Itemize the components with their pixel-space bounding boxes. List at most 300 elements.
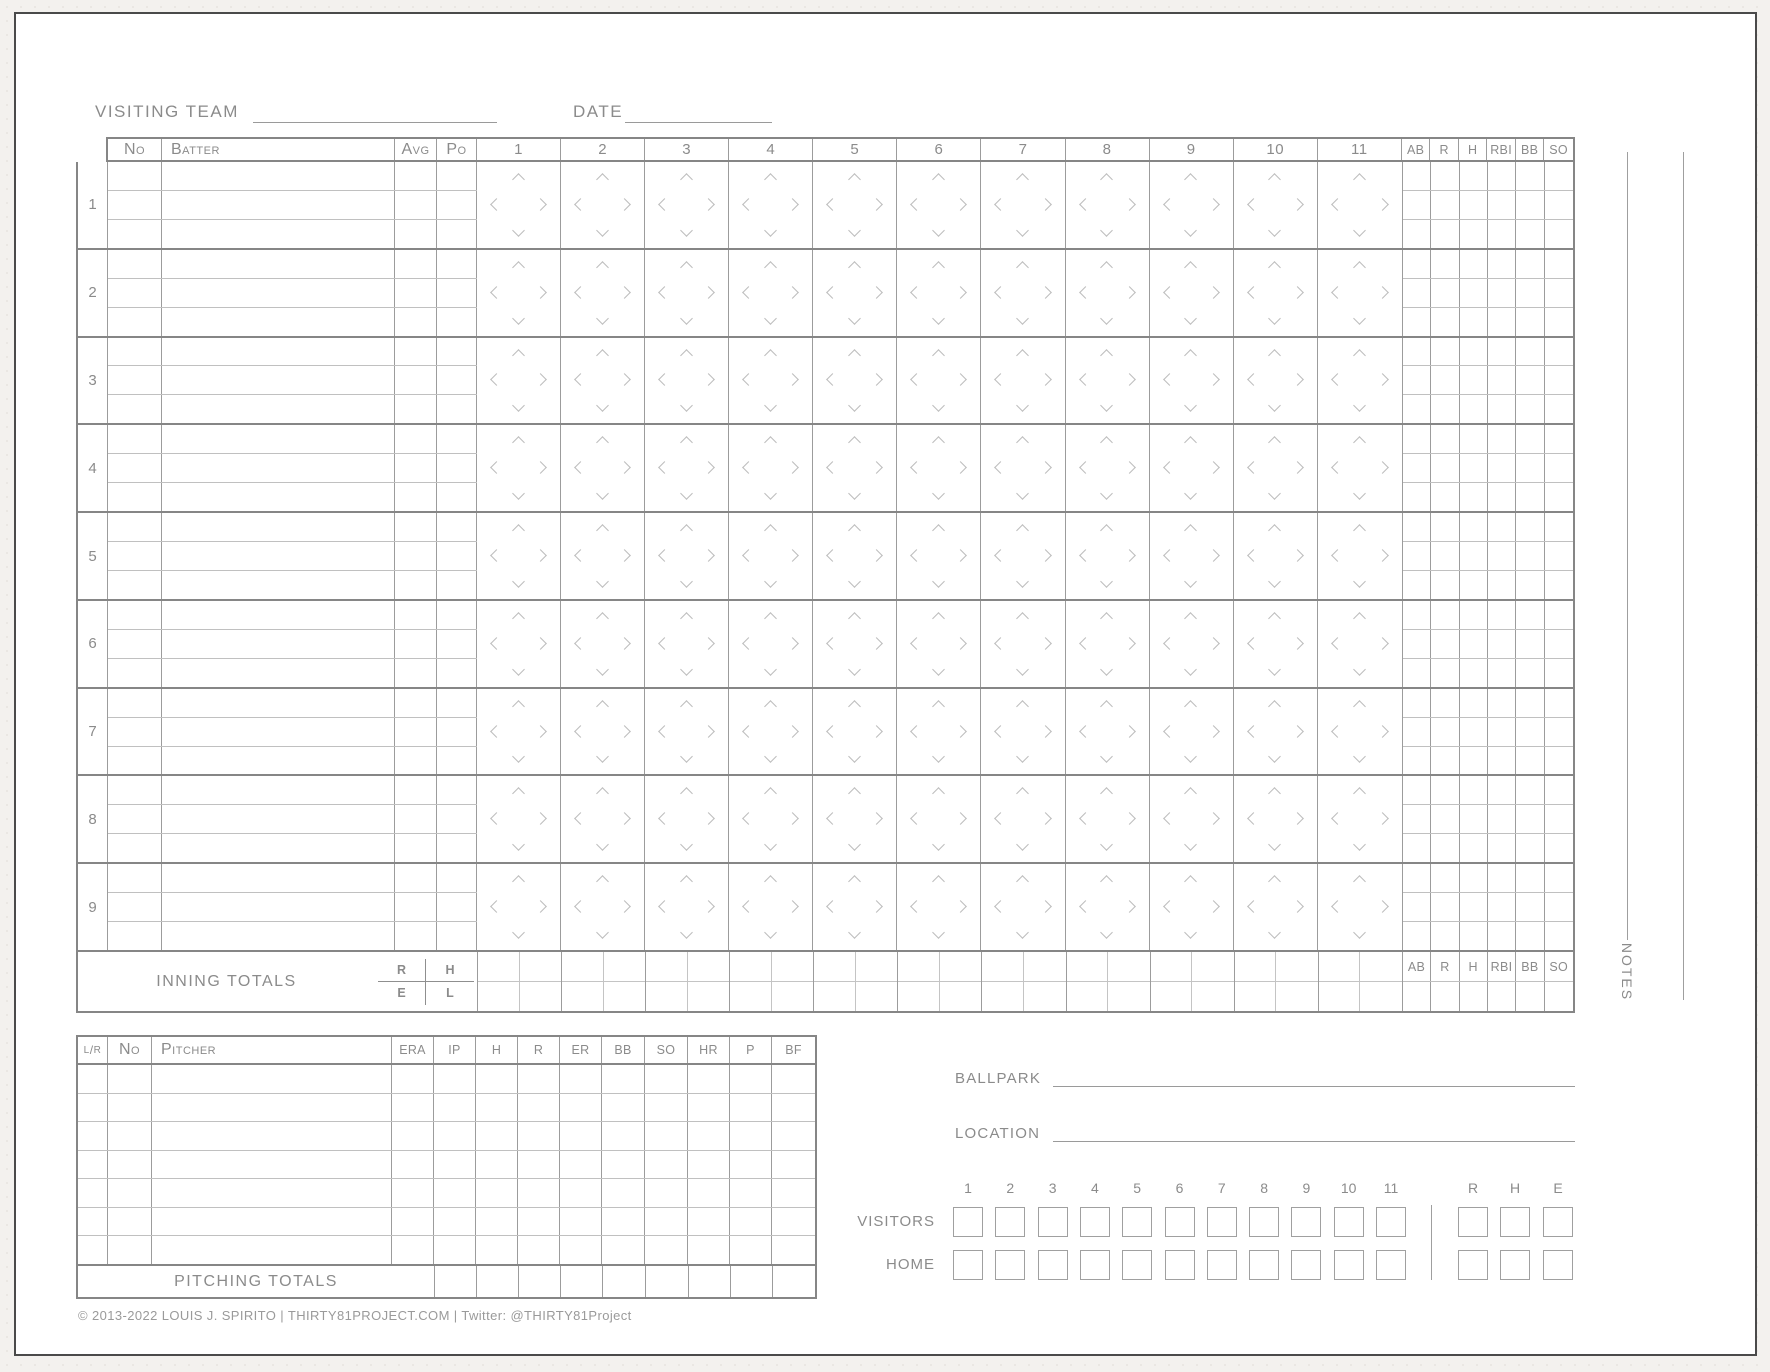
score-box-visitors-inning-2[interactable] xyxy=(995,1207,1025,1237)
pitcher-stat-cell-er[interactable] xyxy=(560,1236,602,1264)
pitcher-stat-cell-so[interactable] xyxy=(645,1208,688,1236)
stat-cell-so[interactable] xyxy=(1545,571,1573,599)
player-number-cell[interactable] xyxy=(108,776,162,804)
scoring-cell-inning-2[interactable] xyxy=(561,864,645,950)
stat-cell-h[interactable] xyxy=(1460,395,1488,423)
player-avg-cell[interactable] xyxy=(395,220,437,248)
scoring-cell-inning-4[interactable] xyxy=(729,689,813,775)
pitcher-stat-cell-h[interactable] xyxy=(476,1236,518,1264)
stat-cell-r[interactable] xyxy=(1431,338,1459,366)
stat-cell-r[interactable] xyxy=(1431,279,1459,307)
stat-cell-rbi[interactable] xyxy=(1488,922,1516,950)
scoring-cell-inning-11[interactable] xyxy=(1318,776,1402,862)
player-number-cell[interactable] xyxy=(108,864,162,892)
player-number-cell[interactable] xyxy=(108,250,162,278)
pitching-total-cell-hr[interactable] xyxy=(688,1266,730,1297)
pitcher-stat-cell-h[interactable] xyxy=(476,1122,518,1150)
inning-total-quad-cell[interactable] xyxy=(1067,952,1109,982)
stat-cell-h[interactable] xyxy=(1460,191,1488,219)
inning-total-quad-cell[interactable] xyxy=(730,982,772,1012)
player-name-cell[interactable] xyxy=(162,689,395,717)
inning-total-quad-cell[interactable] xyxy=(562,982,604,1012)
inning-total-quad-cell[interactable] xyxy=(772,952,814,982)
pitcher-stat-cell-so[interactable] xyxy=(645,1179,688,1207)
stat-cell-h[interactable] xyxy=(1460,776,1488,804)
player-avg-cell[interactable] xyxy=(395,338,437,366)
pitcher-stat-cell-bb[interactable] xyxy=(602,1094,645,1122)
scoring-cell-inning-9[interactable] xyxy=(1150,250,1234,336)
scoring-cell-inning-10[interactable] xyxy=(1234,776,1318,862)
stat-cell-so[interactable] xyxy=(1545,805,1573,833)
stat-cell-ab[interactable] xyxy=(1403,366,1431,394)
score-box-visitors-inning-3[interactable] xyxy=(1038,1207,1068,1237)
player-name-cell[interactable] xyxy=(162,630,395,658)
pitcher-stat-cell-bb[interactable] xyxy=(602,1236,645,1264)
player-name-cell[interactable] xyxy=(162,718,395,746)
stat-cell-rbi[interactable] xyxy=(1488,718,1516,746)
score-box-visitors-r[interactable] xyxy=(1458,1207,1488,1237)
stat-cell-ab[interactable] xyxy=(1403,893,1431,921)
pitcher-stat-cell-ip[interactable] xyxy=(434,1094,476,1122)
stat-cell-rbi[interactable] xyxy=(1488,571,1516,599)
pitcher-stat-cell-ip[interactable] xyxy=(434,1151,476,1179)
stat-cell-ab[interactable] xyxy=(1403,834,1431,862)
stat-cell-rbi[interactable] xyxy=(1488,805,1516,833)
player-avg-cell[interactable] xyxy=(395,250,437,278)
player-number-cell[interactable] xyxy=(108,513,162,541)
scoring-cell-inning-5[interactable] xyxy=(813,689,897,775)
player-avg-cell[interactable] xyxy=(395,279,437,307)
scoring-cell-inning-9[interactable] xyxy=(1150,513,1234,599)
player-avg-cell[interactable] xyxy=(395,191,437,219)
player-number-cell[interactable] xyxy=(108,483,162,511)
inning-total-quad-cell[interactable] xyxy=(1235,982,1277,1012)
stat-cell-bb[interactable] xyxy=(1516,279,1544,307)
player-number-cell[interactable] xyxy=(108,366,162,394)
player-avg-cell[interactable] xyxy=(395,308,437,336)
pitcher-lr-cell[interactable] xyxy=(78,1236,108,1264)
player-number-cell[interactable] xyxy=(108,308,162,336)
inning-total-quad-cell[interactable] xyxy=(1319,982,1361,1012)
scoring-cell-inning-10[interactable] xyxy=(1234,601,1318,687)
stat-cell-h[interactable] xyxy=(1460,250,1488,278)
player-po-cell[interactable] xyxy=(437,659,477,687)
pitcher-stat-cell-hr[interactable] xyxy=(688,1236,730,1264)
stat-cell-r[interactable] xyxy=(1431,805,1459,833)
scoring-cell-inning-10[interactable] xyxy=(1234,250,1318,336)
inning-total-quad-cell[interactable] xyxy=(982,952,1024,982)
scoring-cell-inning-9[interactable] xyxy=(1150,864,1234,950)
player-avg-cell[interactable] xyxy=(395,513,437,541)
stat-cell-so[interactable] xyxy=(1545,834,1573,862)
stat-cell-h[interactable] xyxy=(1460,805,1488,833)
player-avg-cell[interactable] xyxy=(395,454,437,482)
inning-total-quad-cell[interactable] xyxy=(1108,952,1150,982)
stat-cell-rbi[interactable] xyxy=(1488,834,1516,862)
scoring-cell-inning-8[interactable] xyxy=(1066,776,1150,862)
pitcher-stat-cell-bb[interactable] xyxy=(602,1151,645,1179)
ballpark-blank-line[interactable] xyxy=(1053,1086,1575,1087)
scoring-cell-inning-6[interactable] xyxy=(897,425,981,511)
pitcher-stat-cell-era[interactable] xyxy=(392,1179,434,1207)
pitcher-stat-cell-p[interactable] xyxy=(730,1151,772,1179)
pitching-total-cell-h[interactable] xyxy=(476,1266,518,1297)
score-box-home-e[interactable] xyxy=(1543,1250,1573,1280)
player-name-cell[interactable] xyxy=(162,425,395,453)
player-po-cell[interactable] xyxy=(437,893,477,921)
score-box-home-inning-7[interactable] xyxy=(1207,1250,1237,1280)
stat-cell-r[interactable] xyxy=(1431,659,1459,687)
stat-cell-bb[interactable] xyxy=(1516,805,1544,833)
scoring-cell-inning-1[interactable] xyxy=(477,425,561,511)
stat-cell-rbi[interactable] xyxy=(1488,864,1516,892)
scoring-cell-inning-6[interactable] xyxy=(897,601,981,687)
scoring-cell-inning-2[interactable] xyxy=(561,250,645,336)
stat-cell-rbi[interactable] xyxy=(1488,483,1516,511)
score-box-home-inning-3[interactable] xyxy=(1038,1250,1068,1280)
scoring-cell-inning-3[interactable] xyxy=(645,689,729,775)
player-name-cell[interactable] xyxy=(162,338,395,366)
player-po-cell[interactable] xyxy=(437,366,477,394)
pitcher-lr-cell[interactable] xyxy=(78,1179,108,1207)
stat-cell-bb[interactable] xyxy=(1516,191,1544,219)
scoring-cell-inning-9[interactable] xyxy=(1150,425,1234,511)
scoring-cell-inning-6[interactable] xyxy=(897,689,981,775)
scoring-cell-inning-3[interactable] xyxy=(645,425,729,511)
stat-cell-h[interactable] xyxy=(1460,308,1488,336)
player-po-cell[interactable] xyxy=(437,250,477,278)
scoring-cell-inning-4[interactable] xyxy=(729,864,813,950)
player-avg-cell[interactable] xyxy=(395,659,437,687)
pitcher-stat-cell-so[interactable] xyxy=(645,1122,688,1150)
pitcher-stat-cell-so[interactable] xyxy=(645,1094,688,1122)
scoring-cell-inning-8[interactable] xyxy=(1066,162,1150,248)
stat-cell-bb[interactable] xyxy=(1516,542,1544,570)
pitcher-number-cell[interactable] xyxy=(108,1122,152,1150)
stat-cell-ab[interactable] xyxy=(1403,718,1431,746)
stat-cell-ab[interactable] xyxy=(1403,601,1431,629)
inning-total-quad-cell[interactable] xyxy=(1276,952,1318,982)
scoring-cell-inning-8[interactable] xyxy=(1066,513,1150,599)
stat-cell-rbi[interactable] xyxy=(1488,308,1516,336)
stat-cell-ab[interactable] xyxy=(1403,162,1431,190)
stat-cell-ab[interactable] xyxy=(1403,425,1431,453)
notes-rule-right[interactable] xyxy=(1683,152,1684,1000)
stat-cell-r[interactable] xyxy=(1431,425,1459,453)
pitcher-lr-cell[interactable] xyxy=(78,1065,108,1093)
stat-cell-bb[interactable] xyxy=(1516,630,1544,658)
stat-cell-r[interactable] xyxy=(1431,542,1459,570)
stat-cell-r[interactable] xyxy=(1431,162,1459,190)
pitcher-stat-cell-era[interactable] xyxy=(392,1151,434,1179)
inning-total-quad-cell[interactable] xyxy=(940,952,982,982)
score-box-home-inning-6[interactable] xyxy=(1165,1250,1195,1280)
pitcher-stat-cell-era[interactable] xyxy=(392,1208,434,1236)
inning-total-quad-cell[interactable] xyxy=(982,982,1024,1012)
player-po-cell[interactable] xyxy=(437,454,477,482)
stat-cell-ab[interactable] xyxy=(1403,338,1431,366)
stat-cell-rbi[interactable] xyxy=(1488,395,1516,423)
stat-cell-rbi[interactable] xyxy=(1488,338,1516,366)
location-blank-line[interactable] xyxy=(1053,1141,1575,1142)
score-box-visitors-inning-4[interactable] xyxy=(1080,1207,1110,1237)
inning-total-quad-cell[interactable] xyxy=(604,952,646,982)
stat-cell-h[interactable] xyxy=(1460,718,1488,746)
pitching-total-cell-p[interactable] xyxy=(730,1266,772,1297)
pitching-total-cell-so[interactable] xyxy=(645,1266,688,1297)
pitcher-stat-cell-h[interactable] xyxy=(476,1151,518,1179)
inning-total-quad-cell[interactable] xyxy=(688,982,730,1012)
stat-cell-so[interactable] xyxy=(1545,542,1573,570)
score-box-visitors-inning-7[interactable] xyxy=(1207,1207,1237,1237)
player-name-cell[interactable] xyxy=(162,659,395,687)
inning-total-quad-cell[interactable] xyxy=(856,982,898,1012)
stat-cell-bb[interactable] xyxy=(1516,834,1544,862)
player-name-cell[interactable] xyxy=(162,191,395,219)
player-name-cell[interactable] xyxy=(162,747,395,775)
inning-total-quad-cell[interactable] xyxy=(1360,952,1402,982)
player-avg-cell[interactable] xyxy=(395,834,437,862)
player-number-cell[interactable] xyxy=(108,162,162,190)
stat-cell-h[interactable] xyxy=(1460,513,1488,541)
player-po-cell[interactable] xyxy=(437,425,477,453)
scoring-cell-inning-3[interactable] xyxy=(645,162,729,248)
stat-cell-ab[interactable] xyxy=(1403,747,1431,775)
inning-total-quad-cell[interactable] xyxy=(856,952,898,982)
pitching-total-cell-ip[interactable] xyxy=(434,1266,476,1297)
stat-cell-r[interactable] xyxy=(1431,747,1459,775)
stat-cell-ab[interactable] xyxy=(1403,922,1431,950)
stat-cell-h[interactable] xyxy=(1460,542,1488,570)
inning-total-quad-cell[interactable] xyxy=(520,952,562,982)
stat-cell-bb[interactable] xyxy=(1516,162,1544,190)
stat-cell-bb[interactable] xyxy=(1516,425,1544,453)
scoring-cell-inning-8[interactable] xyxy=(1066,864,1150,950)
pitcher-stat-cell-hr[interactable] xyxy=(688,1122,730,1150)
pitcher-stat-cell-p[interactable] xyxy=(730,1208,772,1236)
stat-cell-bb[interactable] xyxy=(1516,366,1544,394)
inning-total-quad-cell[interactable] xyxy=(1360,982,1402,1012)
stat-cell-r[interactable] xyxy=(1431,630,1459,658)
stat-cell-r[interactable] xyxy=(1431,454,1459,482)
pitcher-stat-cell-er[interactable] xyxy=(560,1151,602,1179)
pitcher-stat-cell-er[interactable] xyxy=(560,1208,602,1236)
stat-cell-r[interactable] xyxy=(1431,483,1459,511)
inning-total-quad-cell[interactable] xyxy=(520,982,562,1012)
player-name-cell[interactable] xyxy=(162,922,395,950)
player-po-cell[interactable] xyxy=(437,776,477,804)
scoring-cell-inning-5[interactable] xyxy=(813,425,897,511)
inning-total-quad-cell[interactable] xyxy=(646,952,688,982)
stat-cell-h[interactable] xyxy=(1460,425,1488,453)
stat-cell-h[interactable] xyxy=(1460,571,1488,599)
stat-cell-bb[interactable] xyxy=(1516,922,1544,950)
inning-total-quad-cell[interactable] xyxy=(646,982,688,1012)
stat-cell-ab[interactable] xyxy=(1403,308,1431,336)
inning-total-quad-cell[interactable] xyxy=(730,952,772,982)
stat-cell-ab[interactable] xyxy=(1403,250,1431,278)
scoring-cell-inning-7[interactable] xyxy=(981,338,1065,424)
score-box-home-r[interactable] xyxy=(1458,1250,1488,1280)
stat-cell-rbi[interactable] xyxy=(1488,659,1516,687)
stat-cell-rbi[interactable] xyxy=(1488,776,1516,804)
scoring-cell-inning-11[interactable] xyxy=(1318,689,1402,775)
stat-cell-h[interactable] xyxy=(1460,279,1488,307)
stat-cell-so[interactable] xyxy=(1545,689,1573,717)
scoring-cell-inning-7[interactable] xyxy=(981,864,1065,950)
stat-total-cell-bb[interactable] xyxy=(1516,982,1544,1011)
pitcher-lr-cell[interactable] xyxy=(78,1094,108,1122)
stat-cell-h[interactable] xyxy=(1460,834,1488,862)
stat-cell-r[interactable] xyxy=(1431,834,1459,862)
scoring-cell-inning-6[interactable] xyxy=(897,776,981,862)
stat-cell-r[interactable] xyxy=(1431,395,1459,423)
pitcher-stat-cell-h[interactable] xyxy=(476,1208,518,1236)
player-po-cell[interactable] xyxy=(437,191,477,219)
stat-cell-so[interactable] xyxy=(1545,220,1573,248)
inning-total-quad-cell[interactable] xyxy=(898,952,940,982)
player-po-cell[interactable] xyxy=(437,542,477,570)
player-avg-cell[interactable] xyxy=(395,689,437,717)
pitcher-stat-cell-era[interactable] xyxy=(392,1065,434,1093)
scoring-cell-inning-6[interactable] xyxy=(897,513,981,599)
stat-cell-so[interactable] xyxy=(1545,776,1573,804)
stat-cell-ab[interactable] xyxy=(1403,220,1431,248)
player-name-cell[interactable] xyxy=(162,279,395,307)
scoring-cell-inning-9[interactable] xyxy=(1150,776,1234,862)
player-number-cell[interactable] xyxy=(108,542,162,570)
scoring-cell-inning-8[interactable] xyxy=(1066,250,1150,336)
pitcher-stat-cell-er[interactable] xyxy=(560,1179,602,1207)
player-avg-cell[interactable] xyxy=(395,395,437,423)
stat-cell-bb[interactable] xyxy=(1516,893,1544,921)
stat-cell-so[interactable] xyxy=(1545,864,1573,892)
pitcher-stat-cell-era[interactable] xyxy=(392,1122,434,1150)
player-po-cell[interactable] xyxy=(437,571,477,599)
stat-cell-ab[interactable] xyxy=(1403,659,1431,687)
scoring-cell-inning-9[interactable] xyxy=(1150,162,1234,248)
scoring-cell-inning-9[interactable] xyxy=(1150,338,1234,424)
pitcher-stat-cell-r[interactable] xyxy=(518,1094,560,1122)
pitching-total-cell-bb[interactable] xyxy=(602,1266,645,1297)
player-name-cell[interactable] xyxy=(162,483,395,511)
stat-cell-bb[interactable] xyxy=(1516,395,1544,423)
scoring-cell-inning-4[interactable] xyxy=(729,425,813,511)
pitcher-stat-cell-bb[interactable] xyxy=(602,1208,645,1236)
pitcher-number-cell[interactable] xyxy=(108,1236,152,1264)
stat-cell-so[interactable] xyxy=(1545,630,1573,658)
notes-rule-left[interactable] xyxy=(1627,152,1628,940)
player-po-cell[interactable] xyxy=(437,513,477,541)
player-name-cell[interactable] xyxy=(162,834,395,862)
scoring-cell-inning-2[interactable] xyxy=(561,162,645,248)
scoring-cell-inning-5[interactable] xyxy=(813,250,897,336)
scoring-cell-inning-8[interactable] xyxy=(1066,601,1150,687)
pitcher-lr-cell[interactable] xyxy=(78,1122,108,1150)
scoring-cell-inning-3[interactable] xyxy=(645,250,729,336)
stat-cell-rbi[interactable] xyxy=(1488,250,1516,278)
scoring-cell-inning-4[interactable] xyxy=(729,776,813,862)
stat-cell-rbi[interactable] xyxy=(1488,601,1516,629)
stat-cell-r[interactable] xyxy=(1431,776,1459,804)
stat-cell-r[interactable] xyxy=(1431,922,1459,950)
stat-cell-rbi[interactable] xyxy=(1488,893,1516,921)
stat-cell-rbi[interactable] xyxy=(1488,191,1516,219)
player-number-cell[interactable] xyxy=(108,630,162,658)
stat-cell-h[interactable] xyxy=(1460,338,1488,366)
stat-cell-so[interactable] xyxy=(1545,893,1573,921)
stat-cell-ab[interactable] xyxy=(1403,542,1431,570)
score-box-home-inning-2[interactable] xyxy=(995,1250,1025,1280)
player-avg-cell[interactable] xyxy=(395,864,437,892)
scoring-cell-inning-10[interactable] xyxy=(1234,864,1318,950)
player-name-cell[interactable] xyxy=(162,395,395,423)
pitching-total-cell-er[interactable] xyxy=(560,1266,602,1297)
player-number-cell[interactable] xyxy=(108,220,162,248)
stat-cell-r[interactable] xyxy=(1431,513,1459,541)
player-po-cell[interactable] xyxy=(437,483,477,511)
inning-total-quad-cell[interactable] xyxy=(1024,952,1066,982)
player-number-cell[interactable] xyxy=(108,425,162,453)
player-name-cell[interactable] xyxy=(162,454,395,482)
stat-cell-ab[interactable] xyxy=(1403,630,1431,658)
pitcher-stat-cell-r[interactable] xyxy=(518,1065,560,1093)
pitcher-lr-cell[interactable] xyxy=(78,1151,108,1179)
pitcher-number-cell[interactable] xyxy=(108,1208,152,1236)
pitcher-name-cell[interactable] xyxy=(152,1094,392,1122)
scoring-cell-inning-6[interactable] xyxy=(897,162,981,248)
pitcher-stat-cell-p[interactable] xyxy=(730,1065,772,1093)
player-number-cell[interactable] xyxy=(108,395,162,423)
inning-total-quad-cell[interactable] xyxy=(814,982,856,1012)
stat-cell-r[interactable] xyxy=(1431,601,1459,629)
score-box-visitors-e[interactable] xyxy=(1543,1207,1573,1237)
stat-cell-h[interactable] xyxy=(1460,922,1488,950)
pitcher-stat-cell-h[interactable] xyxy=(476,1094,518,1122)
stat-cell-rbi[interactable] xyxy=(1488,689,1516,717)
scoring-cell-inning-6[interactable] xyxy=(897,250,981,336)
player-number-cell[interactable] xyxy=(108,601,162,629)
player-po-cell[interactable] xyxy=(437,279,477,307)
pitcher-stat-cell-r[interactable] xyxy=(518,1179,560,1207)
stat-cell-ab[interactable] xyxy=(1403,395,1431,423)
pitcher-number-cell[interactable] xyxy=(108,1094,152,1122)
pitcher-number-cell[interactable] xyxy=(108,1151,152,1179)
stat-total-cell-rbi[interactable] xyxy=(1488,982,1516,1011)
player-name-cell[interactable] xyxy=(162,542,395,570)
pitcher-stat-cell-p[interactable] xyxy=(730,1179,772,1207)
stat-cell-ab[interactable] xyxy=(1403,279,1431,307)
player-po-cell[interactable] xyxy=(437,922,477,950)
scoring-cell-inning-2[interactable] xyxy=(561,513,645,599)
score-box-visitors-inning-10[interactable] xyxy=(1334,1207,1364,1237)
score-box-home-inning-5[interactable] xyxy=(1122,1250,1152,1280)
stat-cell-ab[interactable] xyxy=(1403,776,1431,804)
player-po-cell[interactable] xyxy=(437,162,477,190)
stat-cell-r[interactable] xyxy=(1431,366,1459,394)
stat-cell-so[interactable] xyxy=(1545,279,1573,307)
stat-cell-ab[interactable] xyxy=(1403,864,1431,892)
inning-total-quad-cell[interactable] xyxy=(1276,982,1318,1012)
pitcher-stat-cell-era[interactable] xyxy=(392,1094,434,1122)
scoring-cell-inning-5[interactable] xyxy=(813,162,897,248)
player-name-cell[interactable] xyxy=(162,162,395,190)
stat-total-cell-r[interactable] xyxy=(1431,982,1459,1011)
pitcher-name-cell[interactable] xyxy=(152,1065,392,1093)
scoring-cell-inning-3[interactable] xyxy=(645,864,729,950)
scoring-cell-inning-7[interactable] xyxy=(981,601,1065,687)
score-box-home-inning-10[interactable] xyxy=(1334,1250,1364,1280)
